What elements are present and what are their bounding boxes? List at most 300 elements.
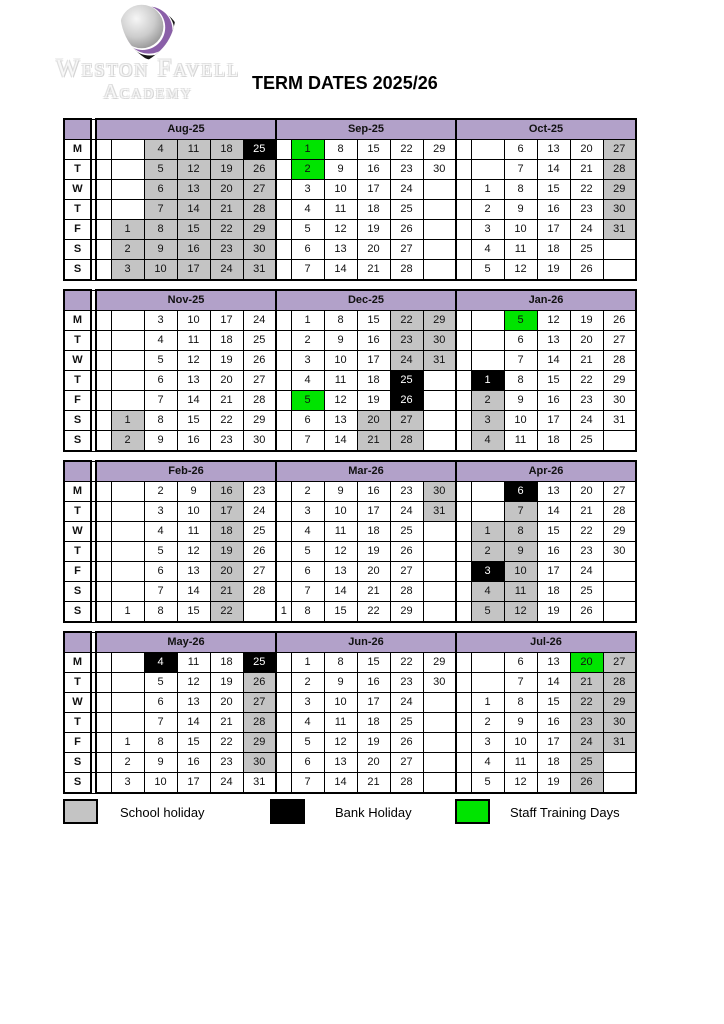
date-cell: 23 bbox=[210, 240, 243, 260]
date-cell bbox=[276, 240, 291, 260]
calendar-quarter-2 bbox=[63, 289, 637, 452]
date-cell: 25 bbox=[570, 240, 603, 260]
date-cell: 14 bbox=[177, 582, 210, 602]
day-label: F bbox=[64, 391, 91, 411]
date-cell: 21 bbox=[210, 391, 243, 411]
date-cell: 12 bbox=[324, 220, 357, 240]
date-cell: 15 bbox=[537, 371, 570, 391]
date-cell: 16 bbox=[210, 482, 243, 502]
date-cell: 5 bbox=[144, 160, 177, 180]
date-cell bbox=[276, 653, 291, 673]
day-label: F bbox=[64, 733, 91, 753]
date-cell bbox=[276, 431, 291, 452]
date-cell: 8 bbox=[144, 411, 177, 431]
date-cell bbox=[456, 180, 471, 200]
day-label: M bbox=[64, 140, 91, 160]
date-cell: 8 bbox=[504, 180, 537, 200]
date-cell: 13 bbox=[324, 411, 357, 431]
date-cell: 16 bbox=[177, 753, 210, 773]
date-cell: 30 bbox=[243, 431, 276, 452]
date-cell bbox=[471, 653, 504, 673]
date-cell: 26 bbox=[243, 160, 276, 180]
date-cell bbox=[96, 562, 111, 582]
date-cell: 9 bbox=[504, 200, 537, 220]
date-cell: 9 bbox=[144, 431, 177, 452]
date-cell: 1 bbox=[276, 602, 291, 623]
date-cell: 10 bbox=[504, 411, 537, 431]
date-cell bbox=[456, 431, 471, 452]
date-cell: 15 bbox=[537, 180, 570, 200]
date-cell bbox=[456, 542, 471, 562]
date-cell: 6 bbox=[291, 753, 324, 773]
date-cell: 1 bbox=[291, 653, 324, 673]
date-cell: 13 bbox=[177, 693, 210, 713]
date-cell: 2 bbox=[291, 673, 324, 693]
date-cell bbox=[96, 431, 111, 452]
date-cell bbox=[276, 140, 291, 160]
date-cell: 4 bbox=[291, 713, 324, 733]
date-cell: 23 bbox=[243, 482, 276, 502]
date-cell: 10 bbox=[144, 260, 177, 281]
date-cell: 23 bbox=[390, 160, 423, 180]
date-cell: 7 bbox=[291, 773, 324, 794]
bank-holiday-label: Bank Holiday bbox=[335, 805, 412, 820]
date-cell: 4 bbox=[144, 140, 177, 160]
date-cell: 23 bbox=[390, 331, 423, 351]
day-label: W bbox=[64, 351, 91, 371]
date-cell: 11 bbox=[324, 371, 357, 391]
date-cell bbox=[423, 220, 456, 240]
date-cell: 25 bbox=[390, 200, 423, 220]
date-cell: 22 bbox=[570, 180, 603, 200]
date-cell: 24 bbox=[390, 502, 423, 522]
date-cell: 3 bbox=[471, 411, 504, 431]
date-cell: 19 bbox=[357, 733, 390, 753]
date-cell: 27 bbox=[390, 411, 423, 431]
date-cell bbox=[96, 753, 111, 773]
date-cell: 4 bbox=[471, 582, 504, 602]
date-cell bbox=[456, 522, 471, 542]
date-cell: 22 bbox=[570, 693, 603, 713]
date-cell: 28 bbox=[243, 713, 276, 733]
date-cell: 5 bbox=[144, 673, 177, 693]
date-cell: 5 bbox=[144, 542, 177, 562]
date-cell: 6 bbox=[291, 411, 324, 431]
date-cell: 19 bbox=[210, 160, 243, 180]
date-cell: 22 bbox=[210, 733, 243, 753]
date-cell: 21 bbox=[210, 713, 243, 733]
date-cell: 18 bbox=[210, 331, 243, 351]
date-cell: 18 bbox=[537, 753, 570, 773]
bank-holiday-swatch bbox=[270, 799, 305, 824]
date-cell bbox=[276, 331, 291, 351]
date-cell: 18 bbox=[537, 431, 570, 452]
academy-shield-logo-icon bbox=[108, 2, 188, 60]
date-cell: 23 bbox=[210, 431, 243, 452]
date-cell: 25 bbox=[243, 331, 276, 351]
date-cell bbox=[456, 311, 471, 331]
date-cell: 13 bbox=[177, 562, 210, 582]
month-header: Sep-25 bbox=[276, 119, 456, 140]
date-cell bbox=[96, 220, 111, 240]
date-cell bbox=[456, 331, 471, 351]
date-cell: 5 bbox=[144, 351, 177, 371]
date-cell bbox=[456, 582, 471, 602]
date-cell bbox=[276, 200, 291, 220]
date-cell bbox=[96, 311, 111, 331]
date-cell: 28 bbox=[603, 160, 636, 180]
date-cell bbox=[603, 582, 636, 602]
date-cell bbox=[456, 391, 471, 411]
date-cell: 28 bbox=[243, 391, 276, 411]
date-cell: 14 bbox=[324, 260, 357, 281]
date-cell: 27 bbox=[243, 180, 276, 200]
date-cell: 13 bbox=[537, 482, 570, 502]
date-cell: 28 bbox=[243, 582, 276, 602]
date-cell bbox=[111, 582, 144, 602]
date-cell: 29 bbox=[603, 180, 636, 200]
date-cell: 9 bbox=[177, 482, 210, 502]
date-cell: 11 bbox=[177, 653, 210, 673]
date-cell bbox=[471, 351, 504, 371]
date-cell: 5 bbox=[291, 220, 324, 240]
date-cell: 12 bbox=[504, 773, 537, 794]
date-cell: 5 bbox=[291, 733, 324, 753]
date-cell: 24 bbox=[243, 311, 276, 331]
date-cell: 2 bbox=[111, 240, 144, 260]
date-cell: 30 bbox=[423, 160, 456, 180]
date-cell: 18 bbox=[357, 371, 390, 391]
date-cell: 27 bbox=[390, 240, 423, 260]
date-cell bbox=[471, 331, 504, 351]
date-cell: 28 bbox=[390, 260, 423, 281]
date-cell: 17 bbox=[357, 180, 390, 200]
month-header: Apr-26 bbox=[456, 461, 636, 482]
date-cell bbox=[471, 160, 504, 180]
day-column-header bbox=[64, 632, 91, 653]
date-cell bbox=[96, 673, 111, 693]
date-cell: 13 bbox=[537, 653, 570, 673]
day-label: M bbox=[64, 653, 91, 673]
date-cell: 24 bbox=[570, 562, 603, 582]
date-cell: 13 bbox=[324, 562, 357, 582]
date-cell bbox=[276, 502, 291, 522]
date-cell: 11 bbox=[324, 713, 357, 733]
staff-training-swatch bbox=[455, 799, 490, 824]
date-cell bbox=[456, 602, 471, 623]
date-cell: 3 bbox=[291, 351, 324, 371]
date-cell: 27 bbox=[243, 371, 276, 391]
date-cell: 16 bbox=[357, 160, 390, 180]
date-cell bbox=[96, 653, 111, 673]
date-cell: 30 bbox=[603, 200, 636, 220]
day-label: S bbox=[64, 753, 91, 773]
date-cell: 24 bbox=[570, 220, 603, 240]
date-cell: 18 bbox=[357, 522, 390, 542]
date-cell: 17 bbox=[537, 562, 570, 582]
date-cell bbox=[456, 411, 471, 431]
date-cell: 7 bbox=[291, 582, 324, 602]
date-cell: 12 bbox=[537, 311, 570, 331]
date-cell: 21 bbox=[570, 502, 603, 522]
day-label: F bbox=[64, 220, 91, 240]
date-cell: 7 bbox=[144, 391, 177, 411]
date-cell bbox=[423, 733, 456, 753]
date-cell: 17 bbox=[177, 773, 210, 794]
school-holiday-label: School holiday bbox=[120, 805, 205, 820]
date-cell: 28 bbox=[390, 582, 423, 602]
date-cell: 8 bbox=[324, 140, 357, 160]
date-cell bbox=[276, 482, 291, 502]
date-cell: 22 bbox=[210, 602, 243, 623]
date-cell: 3 bbox=[291, 180, 324, 200]
date-cell: 23 bbox=[570, 391, 603, 411]
date-cell: 16 bbox=[537, 200, 570, 220]
date-cell: 6 bbox=[144, 371, 177, 391]
date-cell bbox=[96, 140, 111, 160]
date-cell: 20 bbox=[210, 693, 243, 713]
date-cell bbox=[276, 733, 291, 753]
date-cell: 27 bbox=[603, 331, 636, 351]
date-cell: 5 bbox=[291, 391, 324, 411]
date-cell: 9 bbox=[504, 713, 537, 733]
date-cell: 21 bbox=[570, 160, 603, 180]
date-cell bbox=[423, 431, 456, 452]
date-cell: 1 bbox=[111, 411, 144, 431]
date-cell: 16 bbox=[357, 331, 390, 351]
date-cell: 8 bbox=[324, 653, 357, 673]
date-cell: 22 bbox=[390, 653, 423, 673]
date-cell: 28 bbox=[603, 673, 636, 693]
date-cell: 14 bbox=[177, 391, 210, 411]
date-cell: 29 bbox=[603, 371, 636, 391]
date-cell: 1 bbox=[291, 311, 324, 331]
date-cell: 9 bbox=[324, 482, 357, 502]
date-cell: 12 bbox=[177, 160, 210, 180]
date-cell: 7 bbox=[504, 160, 537, 180]
date-cell: 26 bbox=[570, 773, 603, 794]
date-cell: 6 bbox=[144, 693, 177, 713]
date-cell bbox=[111, 311, 144, 331]
date-cell bbox=[456, 220, 471, 240]
date-cell: 8 bbox=[144, 733, 177, 753]
date-cell: 6 bbox=[504, 140, 537, 160]
date-cell: 17 bbox=[537, 220, 570, 240]
date-cell bbox=[96, 371, 111, 391]
date-cell: 7 bbox=[504, 351, 537, 371]
date-cell bbox=[456, 713, 471, 733]
day-column-header bbox=[64, 290, 91, 311]
date-cell: 9 bbox=[324, 673, 357, 693]
date-cell: 21 bbox=[570, 351, 603, 371]
date-cell: 21 bbox=[210, 200, 243, 220]
date-cell bbox=[471, 311, 504, 331]
date-cell: 6 bbox=[504, 331, 537, 351]
date-cell: 6 bbox=[504, 653, 537, 673]
date-cell: 18 bbox=[537, 240, 570, 260]
date-cell: 26 bbox=[390, 733, 423, 753]
date-cell: 13 bbox=[324, 240, 357, 260]
date-cell: 11 bbox=[504, 431, 537, 452]
date-cell bbox=[96, 733, 111, 753]
date-cell: 27 bbox=[243, 693, 276, 713]
date-cell bbox=[276, 582, 291, 602]
date-cell bbox=[603, 562, 636, 582]
page-title: TERM DATES 2025/26 bbox=[252, 73, 438, 93]
date-cell bbox=[423, 260, 456, 281]
day-label: T bbox=[64, 673, 91, 693]
date-cell bbox=[471, 502, 504, 522]
date-cell bbox=[423, 602, 456, 623]
month-header: Jan-26 bbox=[456, 290, 636, 311]
date-cell: 19 bbox=[210, 673, 243, 693]
date-cell bbox=[96, 602, 111, 623]
date-cell: 13 bbox=[537, 331, 570, 351]
date-cell: 31 bbox=[243, 260, 276, 281]
date-cell: 21 bbox=[357, 582, 390, 602]
date-cell: 16 bbox=[357, 482, 390, 502]
date-cell: 20 bbox=[570, 653, 603, 673]
date-cell: 7 bbox=[144, 582, 177, 602]
date-cell: 11 bbox=[177, 140, 210, 160]
date-cell: 1 bbox=[111, 733, 144, 753]
date-cell bbox=[111, 653, 144, 673]
date-cell bbox=[456, 502, 471, 522]
date-cell bbox=[603, 773, 636, 794]
date-cell: 26 bbox=[570, 260, 603, 281]
date-cell: 8 bbox=[504, 371, 537, 391]
date-cell: 2 bbox=[291, 482, 324, 502]
date-cell: 29 bbox=[423, 653, 456, 673]
date-cell: 19 bbox=[537, 773, 570, 794]
date-cell: 18 bbox=[210, 522, 243, 542]
date-cell bbox=[96, 200, 111, 220]
date-cell: 18 bbox=[357, 200, 390, 220]
date-cell bbox=[456, 371, 471, 391]
date-cell: 7 bbox=[504, 502, 537, 522]
date-cell: 20 bbox=[357, 753, 390, 773]
date-cell: 22 bbox=[210, 411, 243, 431]
date-cell: 4 bbox=[471, 240, 504, 260]
date-cell bbox=[423, 522, 456, 542]
date-cell bbox=[276, 773, 291, 794]
date-cell bbox=[96, 240, 111, 260]
date-cell: 20 bbox=[210, 371, 243, 391]
date-cell: 8 bbox=[144, 602, 177, 623]
date-cell bbox=[603, 260, 636, 281]
date-cell: 12 bbox=[504, 260, 537, 281]
day-label: S bbox=[64, 240, 91, 260]
date-cell bbox=[111, 482, 144, 502]
date-cell: 4 bbox=[144, 522, 177, 542]
date-cell bbox=[96, 522, 111, 542]
date-cell: 31 bbox=[603, 411, 636, 431]
month-header: May-26 bbox=[96, 632, 276, 653]
date-cell bbox=[456, 482, 471, 502]
day-label: T bbox=[64, 331, 91, 351]
date-cell: 11 bbox=[324, 522, 357, 542]
date-cell: 9 bbox=[144, 240, 177, 260]
date-cell: 19 bbox=[210, 351, 243, 371]
date-cell: 2 bbox=[471, 200, 504, 220]
date-cell: 5 bbox=[291, 542, 324, 562]
date-cell: 12 bbox=[177, 673, 210, 693]
date-cell: 31 bbox=[423, 351, 456, 371]
date-cell bbox=[111, 351, 144, 371]
day-label: S bbox=[64, 411, 91, 431]
date-cell: 30 bbox=[423, 482, 456, 502]
date-cell: 25 bbox=[243, 140, 276, 160]
date-cell bbox=[276, 673, 291, 693]
date-cell bbox=[276, 753, 291, 773]
date-cell: 25 bbox=[390, 713, 423, 733]
day-label: S bbox=[64, 431, 91, 452]
date-cell bbox=[471, 140, 504, 160]
date-cell: 5 bbox=[471, 602, 504, 623]
day-label: W bbox=[64, 180, 91, 200]
date-cell: 10 bbox=[177, 502, 210, 522]
date-cell: 16 bbox=[537, 542, 570, 562]
date-cell: 23 bbox=[390, 673, 423, 693]
date-cell bbox=[276, 180, 291, 200]
date-cell: 26 bbox=[390, 542, 423, 562]
date-cell bbox=[603, 753, 636, 773]
date-cell bbox=[456, 562, 471, 582]
date-cell: 11 bbox=[177, 522, 210, 542]
date-cell: 4 bbox=[144, 331, 177, 351]
date-cell: 3 bbox=[291, 502, 324, 522]
date-cell bbox=[111, 180, 144, 200]
day-label: T bbox=[64, 502, 91, 522]
date-cell: 3 bbox=[471, 220, 504, 240]
date-cell bbox=[111, 502, 144, 522]
date-cell bbox=[111, 713, 144, 733]
date-cell: 16 bbox=[177, 431, 210, 452]
date-cell bbox=[96, 773, 111, 794]
date-cell: 8 bbox=[504, 693, 537, 713]
date-cell: 15 bbox=[357, 653, 390, 673]
date-cell bbox=[423, 773, 456, 794]
date-cell: 8 bbox=[291, 602, 324, 623]
month-header: Nov-25 bbox=[96, 290, 276, 311]
day-label: T bbox=[64, 371, 91, 391]
date-cell: 26 bbox=[390, 391, 423, 411]
date-cell: 19 bbox=[210, 542, 243, 562]
date-cell: 31 bbox=[603, 220, 636, 240]
date-cell: 12 bbox=[324, 542, 357, 562]
date-cell: 22 bbox=[570, 522, 603, 542]
date-cell: 26 bbox=[243, 542, 276, 562]
date-cell bbox=[96, 713, 111, 733]
day-column-header bbox=[64, 119, 91, 140]
day-label: S bbox=[64, 602, 91, 623]
date-cell: 7 bbox=[144, 200, 177, 220]
date-cell: 4 bbox=[471, 431, 504, 452]
date-cell: 28 bbox=[603, 351, 636, 371]
date-cell: 27 bbox=[243, 562, 276, 582]
date-cell: 10 bbox=[144, 773, 177, 794]
date-cell: 30 bbox=[423, 331, 456, 351]
date-cell: 18 bbox=[210, 140, 243, 160]
date-cell bbox=[423, 542, 456, 562]
date-cell: 3 bbox=[471, 733, 504, 753]
date-cell: 29 bbox=[423, 140, 456, 160]
date-cell: 3 bbox=[111, 260, 144, 281]
day-label: T bbox=[64, 542, 91, 562]
date-cell bbox=[96, 180, 111, 200]
date-cell: 24 bbox=[390, 180, 423, 200]
date-cell: 29 bbox=[243, 733, 276, 753]
